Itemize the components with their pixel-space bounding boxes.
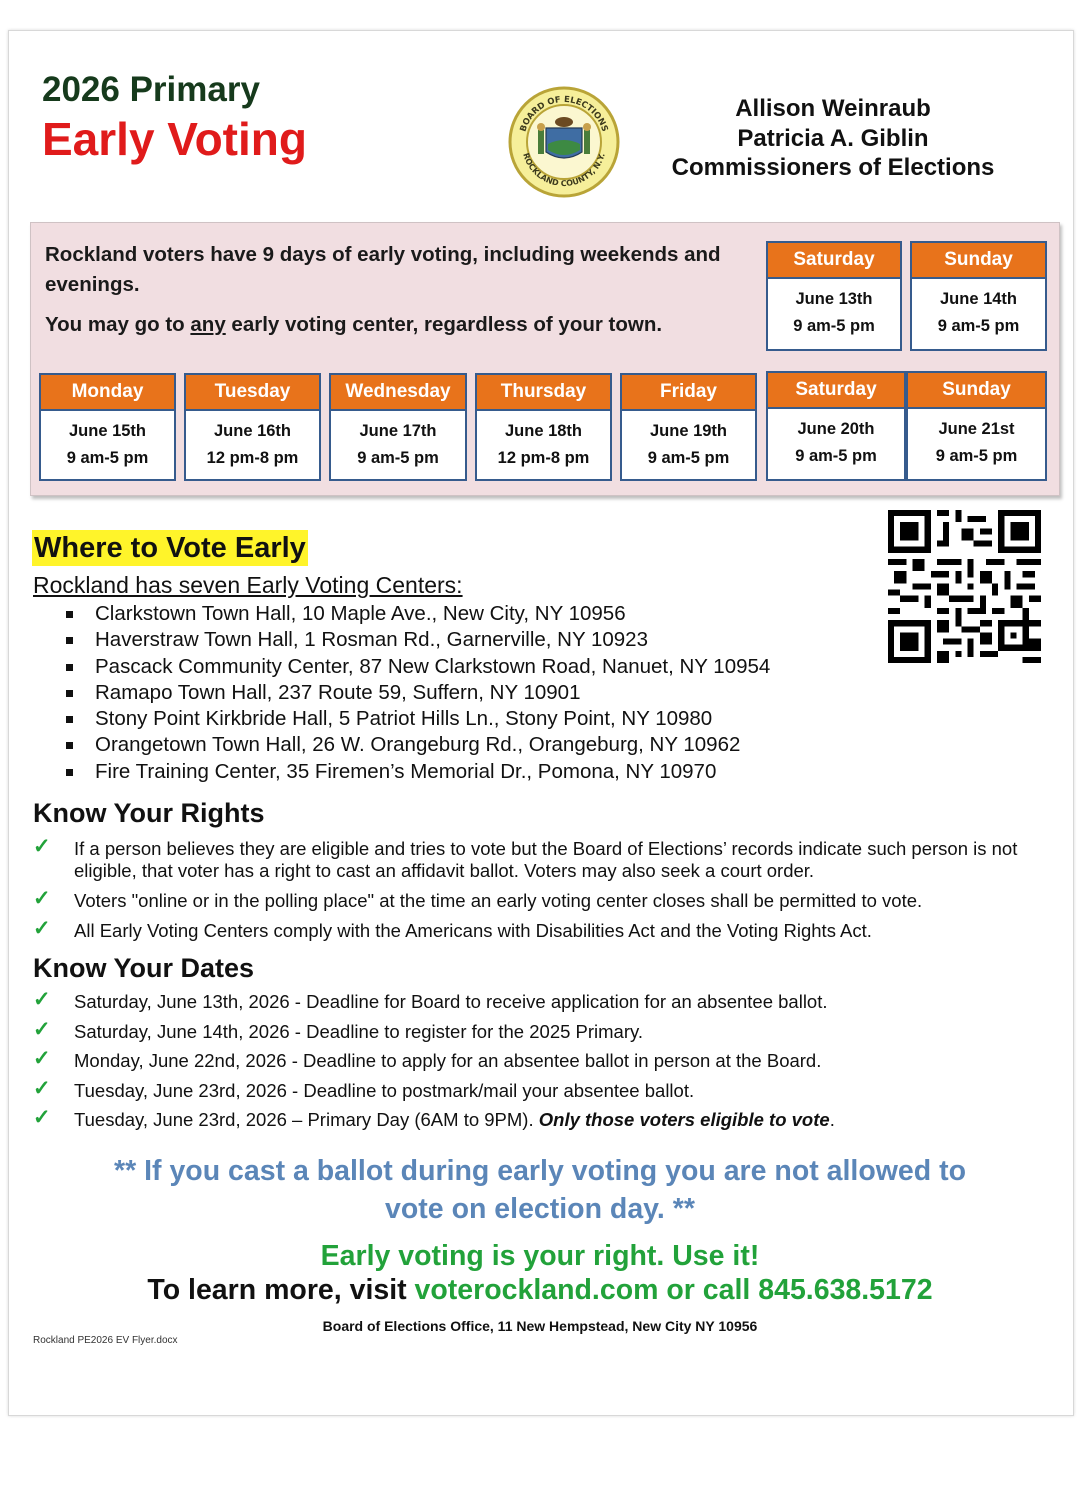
commissioner-role: Commissioners of Elections (671, 154, 995, 181)
list-item (33, 887, 1023, 912)
right-slogan: Early voting is your right. Use it! (320, 1240, 760, 1272)
schedule-intro (45, 240, 745, 340)
day-name: Tuesday (186, 375, 319, 411)
seal-text-bottom: ROCKLAND COUNTY, N.Y. (521, 151, 607, 189)
day-card (620, 373, 757, 481)
check-icon: ✓ (33, 1017, 51, 1041)
day-hours: 12 pm-8 pm (497, 449, 590, 467)
check-icon: ✓ (33, 887, 51, 910)
day-date: June 19th (649, 422, 728, 440)
day-date: June 16th (213, 422, 292, 440)
date-text: Saturday, June 13th, 2026 - Deadline for Board to receive application for an absentee ballot. (74, 991, 828, 1012)
day-card (766, 371, 906, 481)
check-icon: ✓ (33, 917, 51, 940)
list-item: Haverstraw Town Hall, 1 Rosman Rd., Garnerville, NY 10923 (64, 627, 770, 653)
intro-line-1: Rockland voters have 9 days of early voting, including weekends and evenings. (45, 243, 721, 296)
dates-list (33, 988, 1023, 1139)
check-icon: ✓ (33, 1076, 51, 1100)
learn-more-link[interactable]: voterockland.com or call 845.638.5172 (414, 1274, 933, 1306)
day-hours: 9 am-5 pm (795, 447, 877, 465)
list-item (33, 1047, 1023, 1072)
intro-line-2-emph: any (190, 313, 226, 336)
list-item: Stony Point Kirkbride Hall, 5 Patriot Hills Ln., Stony Point, NY 10980 (64, 706, 770, 732)
day-hours: 9 am-5 pm (935, 447, 1018, 465)
date-text: Monday, June 22nd, 2026 - Deadline to apply for an absentee ballot in person at the Board. (74, 1050, 822, 1071)
day-date: June 13th (795, 290, 873, 308)
day-name: Friday (622, 375, 755, 411)
title-year: 2026 Primary (42, 70, 260, 109)
rights-list (33, 835, 1023, 950)
day-name: Sunday (912, 243, 1045, 279)
date-text: Tuesday, June 23rd, 2026 - Deadline to postmark/mail your absentee ballot. (74, 1079, 695, 1101)
intro-line-2 (45, 310, 745, 340)
list-item (33, 835, 1023, 882)
day-hours: 9 am-5 pm (793, 317, 875, 335)
list-item: Orangetown Town Hall, 26 W. Orangeburg Rd., Orangeburg, NY 10962 (64, 732, 770, 758)
document-name: Rockland PE2026 EV Flyer.docx (33, 1335, 178, 1346)
intro-line-2-pre: You may go to (45, 313, 191, 336)
day-date: June 20th (797, 420, 875, 438)
day-name: Sunday (908, 373, 1045, 409)
list-item: Clarkstown Town Hall, 10 Maple Ave., New City, NY 10956 (64, 601, 770, 627)
rights-text: All Early Voting Centers comply with the Americans with Disabilities Act and the Voting Rights Act. (74, 920, 872, 941)
day-card (329, 373, 467, 481)
commissioners-block (648, 94, 1018, 183)
day-name: Monday (41, 375, 174, 411)
day-date: June 17th (359, 422, 437, 440)
list-item (33, 988, 1023, 1013)
day-date: June 18th (504, 422, 583, 440)
seal-text-top: BOARD OF ELECTIONS (518, 94, 610, 134)
day-hours: 9 am-5 pm (66, 449, 149, 467)
day-name: Thursday (477, 375, 610, 411)
list-item (33, 917, 1023, 942)
check-icon: ✓ (33, 835, 51, 858)
day-card (39, 373, 176, 481)
check-icon: ✓ (33, 1106, 51, 1129)
intro-line-2-post: early voting center, regardless of your town. (225, 313, 663, 336)
date-text-post: . (829, 1109, 835, 1130)
qr-code-icon (888, 510, 1041, 663)
rights-text: If a person believes they are eligible and tries to vote but the Board of Elections’ records indicate such person is not eligible, that voter has a right to cast an affidavit ballot. Voters may also seek a court order. (74, 838, 1018, 881)
list-item (33, 1106, 1023, 1131)
date-text-emph: Only those voters eligible to vote (538, 1109, 830, 1130)
check-icon: ✓ (33, 1047, 51, 1070)
commissioner-2: Patricia A. Giblin (737, 124, 929, 152)
rights-text: Voters "online or in the polling place" at the time an early voting center closes shall be permitted to vote. (74, 890, 923, 911)
day-hours: 9 am-5 pm (647, 449, 730, 467)
day-card (184, 373, 321, 481)
day-hours: 9 am-5 pm (937, 317, 1020, 335)
day-hours: 12 pm-8 pm (206, 449, 299, 467)
where-heading: Where to Vote Early (34, 532, 306, 564)
dates-heading: Know Your Dates (33, 953, 255, 983)
title-main: Early Voting (42, 113, 307, 165)
day-date: June 15th (68, 422, 147, 440)
date-text-pre: Tuesday, June 23rd, 2026 – Primary Day (6AM to 9PM). (74, 1109, 539, 1130)
day-card (910, 241, 1047, 351)
centers-list (64, 601, 770, 785)
day-card (906, 371, 1047, 481)
check-icon: ✓ (33, 988, 51, 1011)
commissioner-1: Allison Weinraub (735, 95, 931, 122)
day-card (475, 373, 612, 481)
day-date: June 14th (939, 290, 1018, 308)
list-item: Ramapo Town Hall, 237 Route 59, Suffern, NY 10901 (64, 680, 770, 706)
early-vote-warning: ** If you cast a ballot during early voting you are not allowed to vote on election day. ** (114, 1155, 966, 1225)
office-address: Board of Elections Office, 11 New Hempstead, New City NY 10956 (322, 1318, 758, 1334)
day-date: June 21st (938, 420, 1015, 438)
learn-more-pre: To learn more, visit (147, 1274, 415, 1306)
list-item (33, 1017, 1023, 1043)
board-seal-icon (508, 86, 620, 198)
day-card (766, 241, 902, 351)
day-name: Saturday (768, 373, 904, 409)
where-subheading: Rockland has seven Early Voting Centers: (33, 572, 463, 598)
day-hours: 9 am-5 pm (357, 449, 439, 467)
list-item: Fire Training Center, 35 Firemen’s Memorial Dr., Pomona, NY 10970 (64, 759, 770, 785)
day-name: Wednesday (331, 375, 465, 411)
list-item: Pascack Community Center, 87 New Clarkstown Road, Nanuet, NY 10954 (64, 654, 770, 680)
learn-more (40, 1274, 1040, 1307)
date-text: Saturday, June 14th, 2026 - Deadline to register for the 2025 Primary. (74, 1020, 644, 1042)
list-item (33, 1076, 1023, 1102)
day-name: Saturday (768, 243, 900, 279)
rights-heading: Know Your Rights (33, 798, 265, 828)
